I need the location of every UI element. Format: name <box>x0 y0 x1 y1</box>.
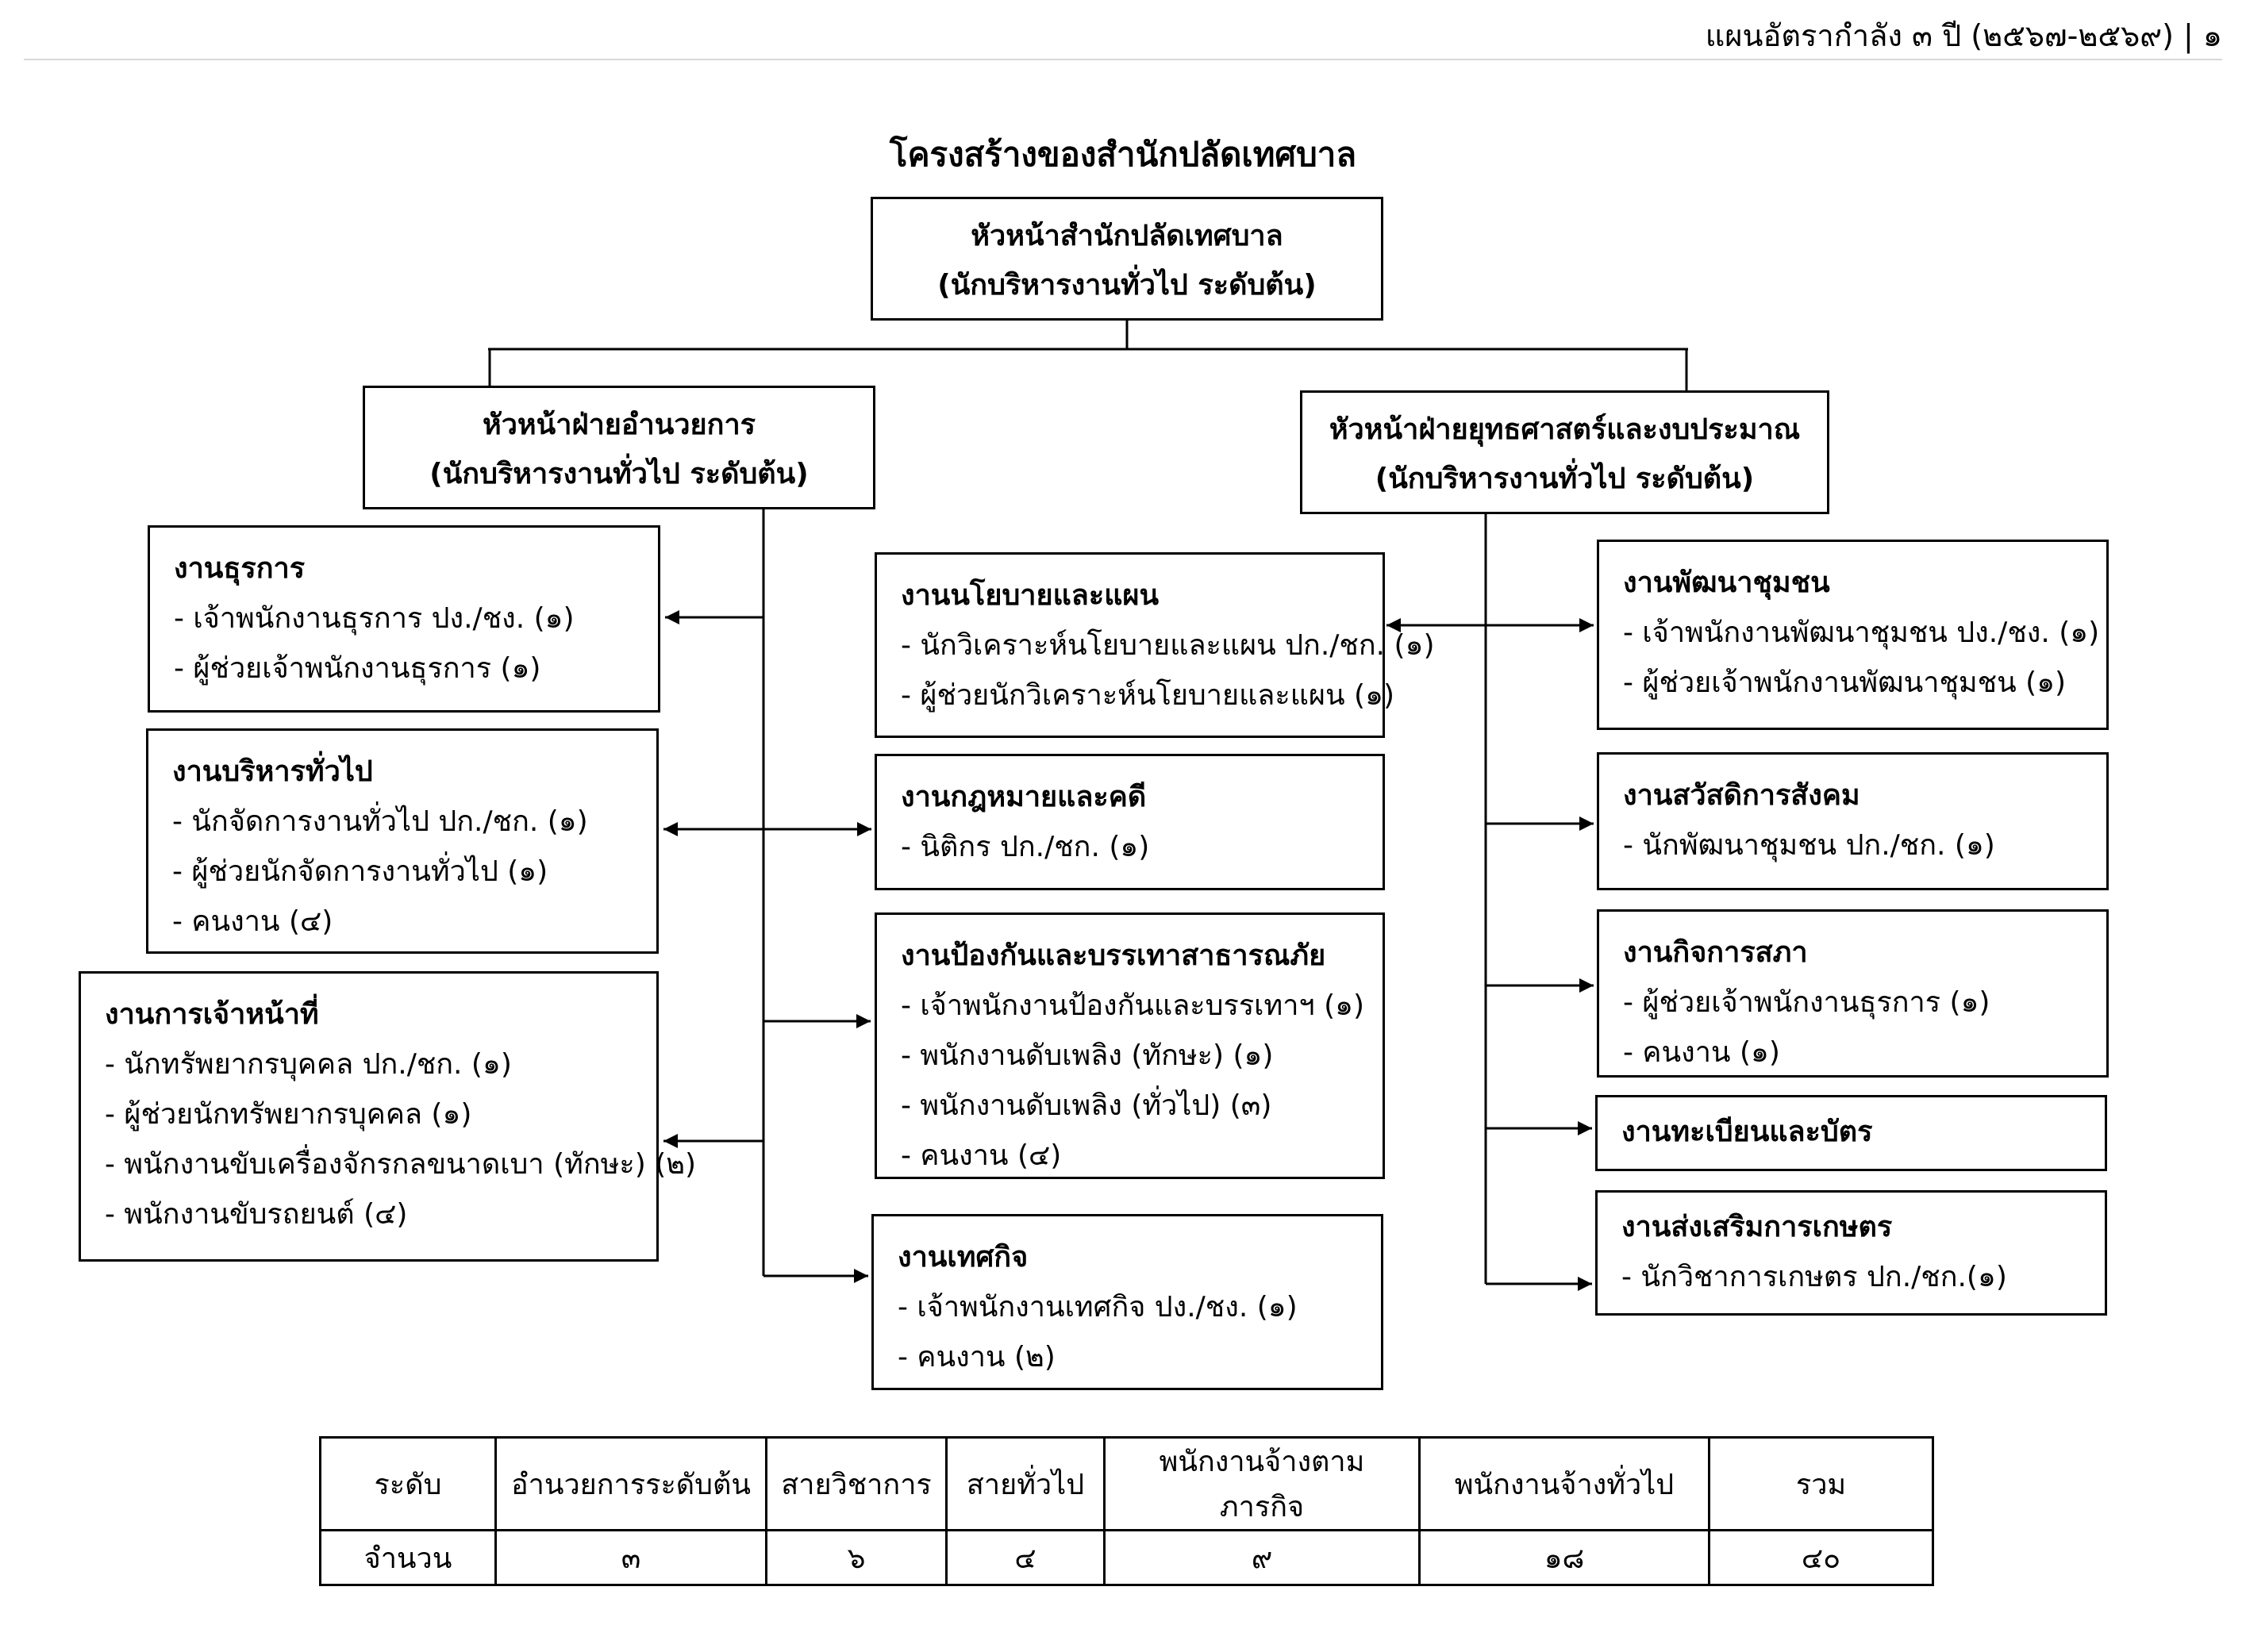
unit-item: - นักพัฒนาชุมชน ปก./ชก. (๑) <box>1623 829 1995 862</box>
unit-box-community-dev <box>1597 540 2109 730</box>
unit-item: - คนงาน (๑) <box>1623 1036 1780 1069</box>
unit-title: งานกิจการสภา <box>1623 936 1808 969</box>
unit-title: งานบริหารทั่วไป <box>172 755 373 788</box>
unit-box-general-admin <box>146 728 659 954</box>
table-header-row <box>321 1438 1933 1531</box>
table-cell: ๑๘ <box>1420 1531 1709 1585</box>
table-header-cell: สายทั่วไป <box>947 1438 1105 1531</box>
unit-item: - พนักงานดับเพลิง (ทั่วไป) (๓) <box>901 1089 1272 1122</box>
unit-title: งานเทศกิจ <box>898 1241 1029 1274</box>
table-header-cell: รวม <box>1709 1438 1933 1531</box>
table-cell: ๖ <box>767 1531 947 1585</box>
unit-box-personnel <box>79 971 697 1262</box>
unit-title: งานนโยบายและแผน <box>901 579 1160 612</box>
unit-box-general-affairs <box>148 525 660 713</box>
unit-item: - คนงาน (๔) <box>172 905 333 938</box>
table-header-cell: อำนวยการระดับต้น <box>496 1438 767 1531</box>
left-head-line2: (นักบริหารงานทั่วไป ระดับต้น) <box>429 458 809 490</box>
left-head-box <box>363 386 875 509</box>
table-row <box>321 1531 1933 1585</box>
table-cell: จำนวน <box>321 1531 496 1585</box>
table-cell: ๙ <box>1105 1531 1420 1585</box>
top-box-chief <box>871 197 1383 321</box>
left-head-line1: หัวหน้าฝ่ายอำนวยการ <box>482 409 756 441</box>
unit-item: - เจ้าพนักงานเทศกิจ ปง./ชง. (๑) <box>898 1291 1298 1324</box>
unit-item: - ผู้ช่วยเจ้าพนักงานธุรการ (๑) <box>1623 986 1990 1019</box>
unit-item: - นักวิชาการเกษตร ปก./ชก.(๑) <box>1621 1261 2007 1293</box>
unit-title: งานธุรการ <box>174 552 306 585</box>
unit-box-agriculture <box>1595 1190 2107 1316</box>
unit-item: - พนักงานขับเครื่องจักรกลขนาดเบา (ทักษะ) (๒) <box>105 1148 697 1181</box>
unit-title: งานสวัสดิการสังคม <box>1623 779 1860 812</box>
table-header-cell: สายวิชาการ <box>767 1438 947 1531</box>
unit-item: - นิติกร ปก./ชก. (๑) <box>901 831 1150 863</box>
table-header-cell: พนักงานจ้างทั่วไป <box>1420 1438 1709 1531</box>
right-head-line2: (นักบริหารงานทั่วไป ระดับต้น) <box>1375 463 1755 495</box>
unit-box-registration <box>1595 1095 2107 1171</box>
unit-item: - เจ้าพนักงานป้องกันและบรรเทาฯ (๑) <box>901 989 1365 1022</box>
top-box-line2: (นักบริหารงานทั่วไป ระดับต้น) <box>937 269 1317 302</box>
top-box-line1: หัวหน้าสำนักปลัดเทศบาล <box>971 220 1283 252</box>
staff-summary-table <box>319 1436 1934 1586</box>
unit-item: - นักทรัพยากรบุคคล ปก./ชก. (๑) <box>105 1048 512 1081</box>
table-cell: ๓ <box>496 1531 767 1585</box>
unit-item: - นักวิเคราะห์นโยบายและแผน ปก./ชก. (๑) <box>901 629 1435 662</box>
page-header: แผนอัตรากำลัง ๓ ปี (๒๕๖๗-๒๕๖๙) | ๑ <box>1705 18 2222 53</box>
unit-box-social-welfare <box>1597 752 2109 890</box>
chart-title: โครงสร้างของสำนักปลัดเทศบาล <box>889 135 1357 174</box>
unit-item: - ผู้ช่วยนักทรัพยากรบุคคล (๑) <box>105 1098 472 1131</box>
table-header-cell: พนักงานจ้างตามภารกิจ <box>1105 1438 1420 1531</box>
unit-item: - พนักงานดับเพลิง (ทักษะ) (๑) <box>901 1039 1274 1072</box>
unit-item: - ผู้ช่วยนักจัดการงานทั่วไป (๑) <box>172 855 548 888</box>
unit-box-disaster <box>875 912 1385 1179</box>
unit-item: - เจ้าพนักงานพัฒนาชุมชน ปง./ชง. (๑) <box>1623 617 2100 649</box>
unit-item: - ผู้ช่วยเจ้าพนักงานพัฒนาชุมชน (๑) <box>1623 667 2067 699</box>
unit-box-policy-plan <box>875 552 1435 738</box>
right-head-line1: หัวหน้าฝ่ายยุทธศาสตร์และงบประมาณ <box>1329 413 1801 446</box>
right-head-box <box>1300 390 1829 514</box>
unit-item: - ผู้ช่วยเจ้าพนักงานธุรการ (๑) <box>174 652 541 685</box>
unit-item: - คนงาน (๔) <box>901 1139 1062 1172</box>
unit-item: - เจ้าพนักงานธุรการ ปง./ชง. (๑) <box>174 602 575 635</box>
unit-item: - พนักงานขับรถยนต์ (๔) <box>105 1198 408 1231</box>
unit-title: งานป้องกันและบรรเทาสาธารณภัย <box>901 939 1326 972</box>
unit-box-municipal <box>871 1214 1383 1390</box>
unit-title: งานส่งเสริมการเกษตร <box>1621 1211 1893 1243</box>
unit-item: - คนงาน (๒) <box>898 1341 1056 1373</box>
unit-title: งานกฎหมายและคดี <box>901 781 1147 813</box>
unit-item: - นักจัดการงานทั่วไป ปก./ชก. (๑) <box>172 805 588 838</box>
unit-title: งานพัฒนาชุมชน <box>1623 567 1830 599</box>
unit-box-legal <box>875 754 1385 890</box>
unit-title: งานการเจ้าหน้าที่ <box>105 998 319 1031</box>
table-cell: ๔ <box>947 1531 1105 1585</box>
table-header-cell: ระดับ <box>321 1438 496 1531</box>
table-cell: ๔๐ <box>1709 1531 1933 1585</box>
unit-title: งานทะเบียนและบัตร <box>1621 1116 1873 1148</box>
unit-box-council <box>1597 909 2109 1078</box>
unit-item: - ผู้ช่วยนักวิเคราะห์นโยบายและแผน (๑) <box>901 679 1394 712</box>
